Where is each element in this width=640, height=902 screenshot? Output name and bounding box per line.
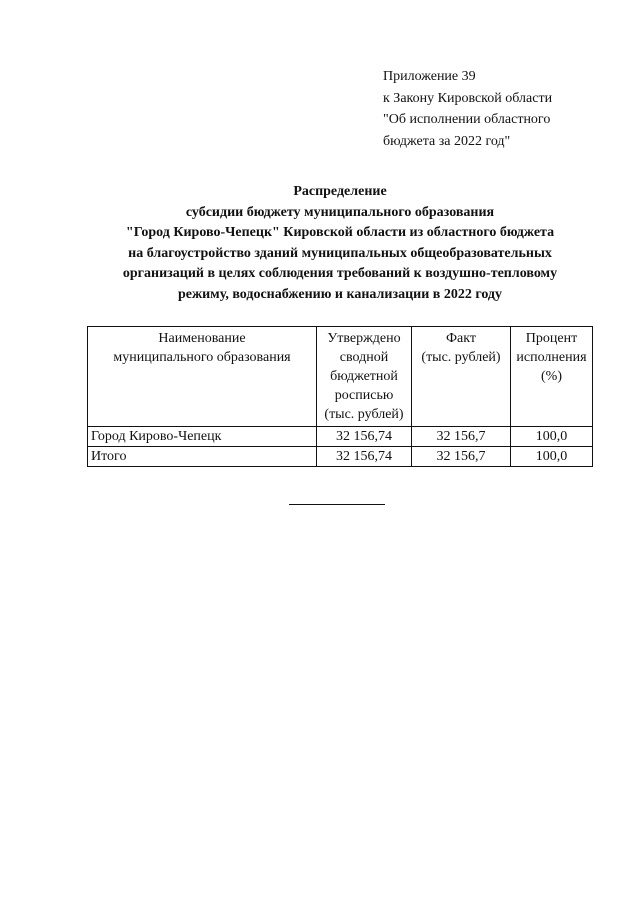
- heading-line: режиму, водоснабжению и канализации в 2022 году: [177, 286, 503, 302]
- heading-line: на благоустройство зданий муниципальных общеобразовательных: [128, 245, 552, 261]
- header-name: Наименование муниципального образования: [88, 327, 317, 427]
- heading-line: субсидии бюджету муниципального образования: [185, 204, 495, 220]
- distribution-table: [87, 326, 593, 467]
- cell-name: Город Кирово-Чепецк: [88, 427, 317, 447]
- cell-percent: 100,0: [511, 427, 593, 447]
- heading-line: "Город Кирово-Чепецк" Кировской области из областного бюджета: [125, 225, 555, 240]
- closing-separator-line: [289, 504, 385, 505]
- heading-line: организаций в целях соблюдения требований к воздушно-тепловому: [122, 266, 558, 281]
- heading-title: Распределение: [293, 184, 387, 199]
- cell-fact: 32 156,7: [412, 427, 511, 447]
- header-fact: Факт (тыс. рублей): [412, 327, 511, 427]
- table-header-row: [88, 327, 593, 427]
- table-row: [88, 427, 593, 447]
- appendix-line: к Закону Кировской области: [383, 90, 553, 106]
- table-row-total: [88, 447, 593, 467]
- header-percent: Процент исполнения (%): [511, 327, 593, 427]
- appendix-line: "Об исполнении областного: [383, 112, 551, 127]
- cell-approved: 32 156,74: [317, 427, 412, 447]
- appendix-line: бюджета за 2022 год": [383, 133, 511, 149]
- cell-name: Итого: [88, 447, 317, 467]
- cell-percent: 100,0: [511, 447, 593, 467]
- document-heading: [60, 182, 620, 305]
- cell-fact: 32 156,7: [412, 447, 511, 467]
- cell-approved: 32 156,74: [317, 447, 412, 467]
- header-approved: Утверждено сводной бюджетной росписью (тыс. рублей): [317, 327, 412, 427]
- appendix-line: Приложение 39: [383, 69, 476, 84]
- appendix-note: [383, 66, 552, 152]
